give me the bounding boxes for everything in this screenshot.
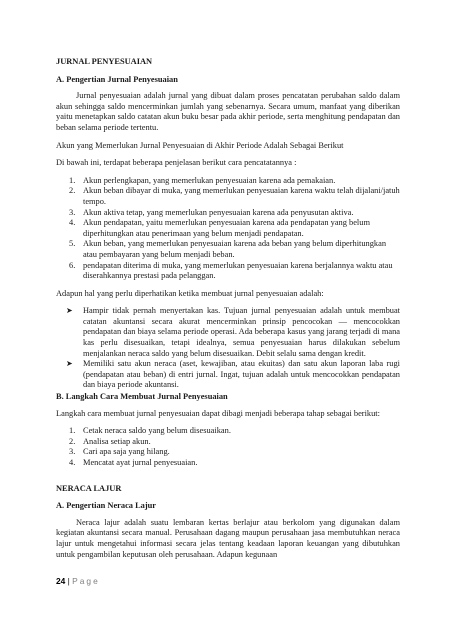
paragraph-neraca-definition: Neraca lajur adalah suatu lembaran kertas berlajur atau berkolom yang digunakan dalam kegiatan akuntansi secara manual. Perusahaan dagang maupun perusahaan jasa membutuhkan neraca lajur untuk mengetahui informasi secara jelas tentang keadaan laporan keuangan yang dibutuhkan untuk pengambilan keputusan oleh perusahaan. Adapun kegunaan — [56, 517, 400, 559]
list-item: 2. Analisa setiap akun. — [69, 436, 151, 446]
list-item: 1. Cetak neraca saldo yang belum disesuaikan. — [69, 426, 231, 436]
paragraph-steps-intro: Langkah cara membuat jurnal penyesuaian dapat dibagi menjadi beberapa tahap sebagai berikut: — [56, 408, 380, 418]
list-item: 4. Akun pendapatan, yaitu memerlukan penyesuaian karena ada pendapatan yang belum diperhitungkan atau penerimaan yang belum menjadi pendapatan. — [69, 218, 370, 238]
page-content — [56, 57, 400, 567]
list-item: 1. Akun perlengkapan, yang memerlukan penyesuaian karena ada pemakaian. — [69, 175, 336, 185]
paragraph-explanation-intro: Di bawah ini, terdapat beberapa penjelasan berikut cara pencatatannya : — [56, 158, 297, 168]
paragraph-definition: Jurnal penyesuaian adalah jurnal yang dibuat dalam proses pencatatan perubahan saldo dalam akun sehingga saldo mencerminkan jumlah yang sebenarnya. Secara umum, manfaat yang diberikan yaitu menetapkan saldo catatan akun buku besar pada akhir periode, serta menghitung pendapatan dan beban selama periode tertentu. — [56, 91, 400, 132]
arrow-bullet-icon: ➤ — [66, 359, 73, 369]
numbered-list-steps — [56, 426, 400, 468]
section-title-jurnal-penyesuaian: JURNAL PENYESUAIAN — [56, 57, 153, 66]
arrow-bullet-list — [56, 306, 400, 391]
list-item: 5. Akun beban, yang memerlukan penyesuaian karena ada beban yang belum diperhitungkan atau pembayaran yang belum menjadi beban. — [69, 239, 387, 259]
list-item: ➤ Hampir tidak pernah menyertakan kas. Tujuan jurnal penyesuaian adalah untuk membuat catatan akuntansi secara akurat mencerminkan prinsip pencocokan — mencocokkan pendapatan dan biaya selama periode operasi. Ada beberapa kasus yang jarang terjadi di mana kas perlu disesuaikan, tetapi idealnya, semua penyesuaian harus dilakukan sebelum menjalankan neraca saldo yang belum disesuaikan. Debit selalu sama dengan kredit. — [66, 306, 400, 358]
subheading-langkah-cara: B. Langkah Cara Membuat Jurnal Penyesuaian — [56, 392, 228, 402]
list-item: 2. Akun beban dibayar di muka, yang memerlukan penyesuaian karena waktu telah dijalani/jatuh tempo. — [69, 186, 400, 206]
paragraph-accounts-intro: Akun yang Memerlukan Jurnal Penyesuaian di Akhir Periode Adalah Sebagai Berikut — [56, 140, 344, 150]
page-label: Page — [72, 576, 100, 586]
list-item: 3. Cari apa saja yang hilang. — [69, 447, 170, 457]
paragraph-notes-intro: Adapun hal yang perlu diperhatikan ketika membuat jurnal penyesuaian adalah: — [56, 288, 324, 298]
numbered-list-accounts — [56, 176, 400, 282]
page-number: 24 — [56, 576, 66, 586]
section-spacer — [56, 476, 400, 484]
list-item: ➤ Memiliki satu akun neraca (aset, kewajiban, atau ekuitas) dan satu akun laporan laba rugi (pendapatan atau beban) di entri jurnal. Ingat, tujuan adalah untuk mencocokkan pendapatan dan biaya periode akuntansi. — [66, 359, 400, 390]
subheading-pengertian-jurnal: A. Pengertian Jurnal Penyesuaian — [56, 74, 178, 84]
arrow-bullet-icon: ➤ — [66, 306, 73, 316]
footer-separator: | — [65, 576, 73, 586]
list-item: 4. Mencatat ayat jurnal penyesuaian. — [69, 458, 198, 467]
list-item: 3. Akun aktiva tetap, yang memerlukan penyesuaian karena ada penyusutan aktiva. — [69, 207, 354, 217]
list-item: 6. pendapatan diterima di muka, yang memerlukan penyesuaian karena berjalannya waktu atau diserahkannya prestasi pada pelanggan. — [69, 260, 393, 281]
page-footer — [56, 576, 100, 586]
subheading-pengertian-neraca: A. Pengertian Neraca Lajur — [56, 501, 157, 511]
section-title-neraca-lajur: NERACA LAJUR — [56, 483, 122, 493]
